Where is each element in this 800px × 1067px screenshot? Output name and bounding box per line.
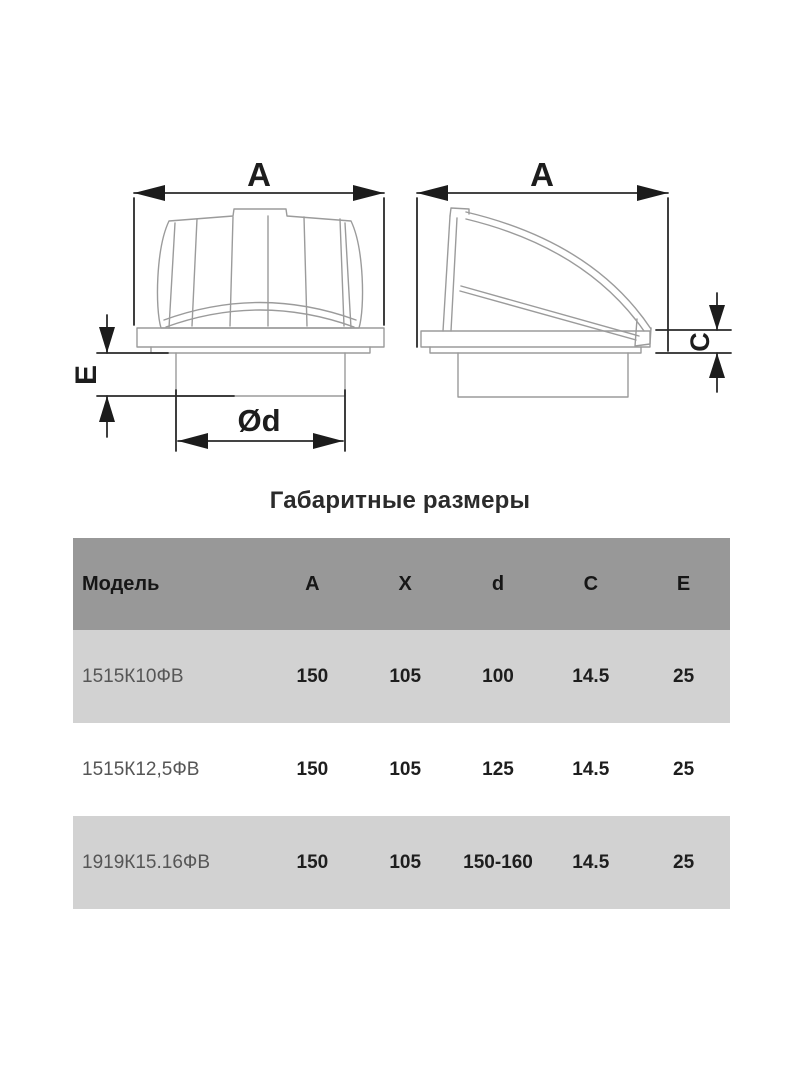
flange xyxy=(421,331,650,347)
table-row xyxy=(73,816,730,909)
cell-model: 1515К10ФВ xyxy=(82,665,184,687)
cell-c: 14.5 xyxy=(572,758,610,780)
cell-model: 1515К12,5ФВ xyxy=(82,758,200,780)
cell-c: 14.5 xyxy=(572,665,610,687)
cell-d: 100 xyxy=(482,665,514,687)
dim-label-a-side: A xyxy=(530,156,554,193)
cell-e: 25 xyxy=(673,758,695,780)
dim-label-d: Ød xyxy=(237,403,281,438)
side-view-drawing xyxy=(421,208,651,397)
header-model: Модель xyxy=(82,572,160,595)
header-d: d xyxy=(491,572,505,595)
dim-label-a-front: A xyxy=(247,156,271,193)
header-e: E xyxy=(676,572,691,595)
cell-model: 1919К15.16ФВ xyxy=(82,851,210,873)
cover-curve xyxy=(466,212,651,329)
dim-label-c: C xyxy=(685,332,715,352)
grille-arc xyxy=(166,310,354,327)
cell-e: 25 xyxy=(673,665,695,687)
cell-x: 105 xyxy=(389,851,422,873)
cell-d: 125 xyxy=(482,758,514,780)
cover-curve xyxy=(466,219,644,331)
table-header-row xyxy=(73,538,730,630)
header-a: A xyxy=(305,572,320,595)
duct-pipe xyxy=(458,353,628,397)
duct-pipe xyxy=(176,353,345,396)
front-view-drawing xyxy=(137,209,384,396)
cell-x: 105 xyxy=(389,758,422,780)
dim-label-e: E xyxy=(70,364,103,386)
technical-drawing xyxy=(0,0,800,475)
cell-a: 150 xyxy=(296,851,329,873)
table-row xyxy=(73,723,730,816)
header-x: X xyxy=(398,572,412,595)
header-c: C xyxy=(583,572,599,595)
flange xyxy=(137,328,384,347)
page-title: Габаритные размеры xyxy=(269,487,531,514)
cell-a: 150 xyxy=(296,758,329,780)
side-view-arrowheads xyxy=(417,185,725,378)
table-row xyxy=(73,630,730,723)
cell-a: 150 xyxy=(296,665,329,687)
dimensions-table xyxy=(73,538,730,909)
cell-e: 25 xyxy=(673,851,695,873)
cell-d: 150-160 xyxy=(463,851,533,873)
cell-x: 105 xyxy=(389,665,422,687)
cell-c: 14.5 xyxy=(572,851,610,873)
